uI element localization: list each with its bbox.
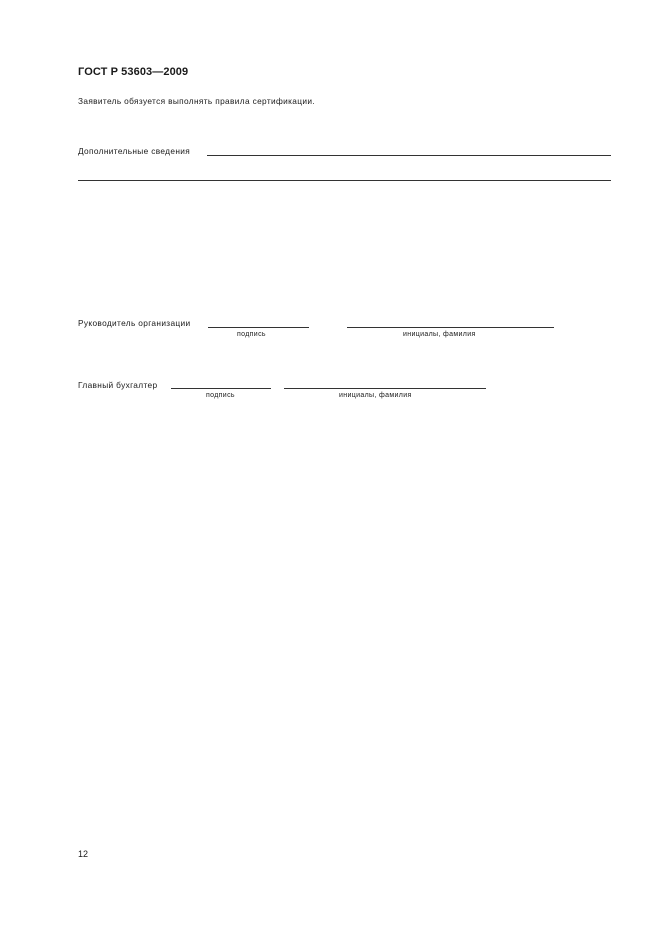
additional-info-line-2[interactable] (78, 180, 611, 181)
accountant-name-caption: инициалы, фамилия (339, 392, 412, 399)
additional-info-line-1[interactable] (207, 155, 611, 156)
head-name-line[interactable] (347, 327, 554, 328)
chief-accountant-label: Главный бухгалтер (78, 380, 158, 390)
applicant-statement: Заявитель обязуется выполнять правила сертификации. (78, 96, 315, 106)
head-signature-caption: подпись (237, 331, 266, 338)
page-number: 12 (78, 849, 89, 859)
accountant-signature-line[interactable] (171, 388, 271, 389)
head-signature-line[interactable] (208, 327, 309, 328)
head-name-caption: инициалы, фамилия (403, 331, 476, 338)
accountant-signature-caption: подпись (206, 392, 235, 399)
additional-info-label: Дополнительные сведения (78, 146, 191, 156)
accountant-name-line[interactable] (284, 388, 486, 389)
head-of-organization-label: Руководитель организации (78, 318, 191, 328)
document-header: ГОСТ Р 53603—2009 (78, 66, 189, 78)
